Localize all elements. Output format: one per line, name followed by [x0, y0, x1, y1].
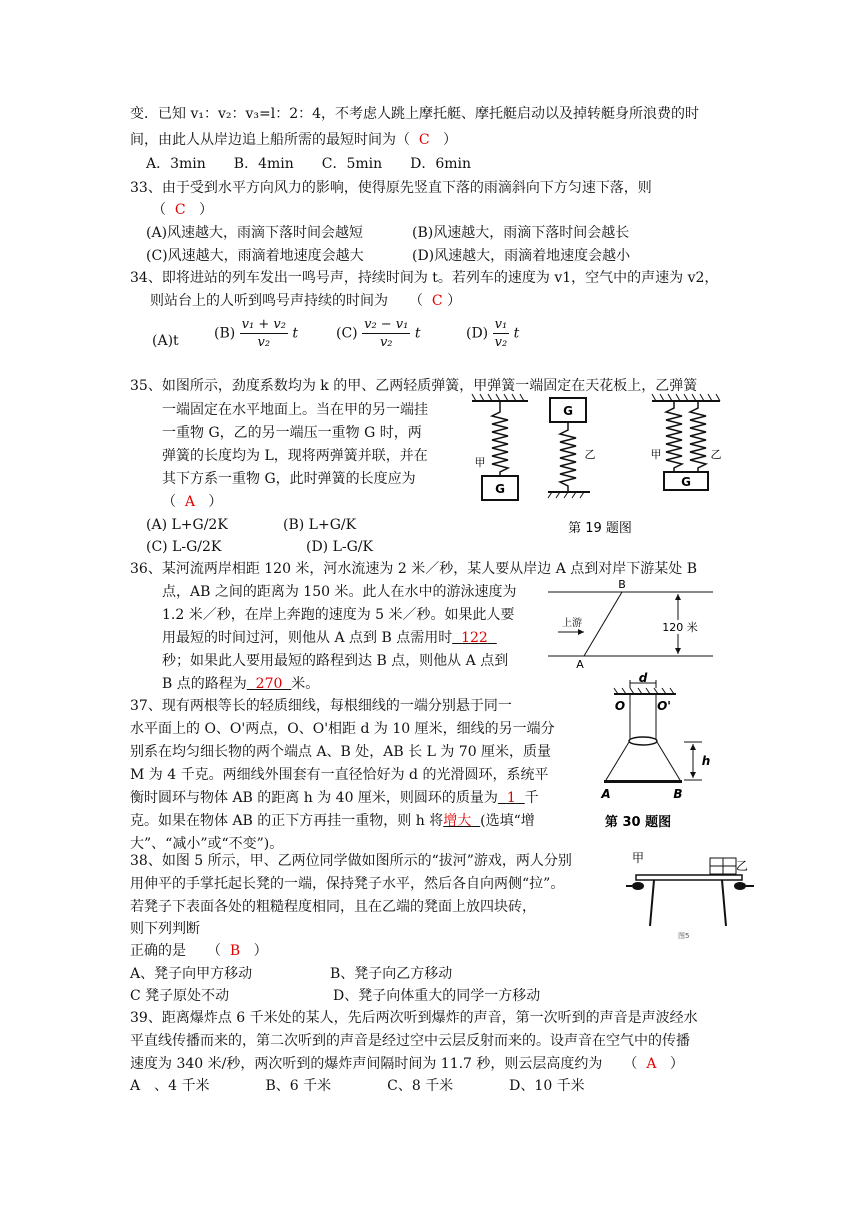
q33-option-a: (A)风速越大，雨滴下落时间会越短 [146, 225, 364, 241]
q33-stem: 33、由于受到水平方向风力的影响，使得原先竖直下落的雨滴斜向下方匀速下落，则 [130, 180, 652, 196]
q36-river-figure [548, 580, 718, 670]
q36-stem-6: B 点的路程为 270 米。 [162, 676, 320, 692]
q37-stem-2: 水平面上的 O、O'两点，O、O'相距 d 为 10 厘米，细线的另一端分 [130, 721, 555, 737]
q37-answer-2: 增大 [443, 813, 472, 829]
q34-stem: 34、即将进站的列车发出一鸣号声，持续时间为 t。若列车的速度为 v1，空气中的声速为 v2， [130, 270, 719, 286]
q39-stem-2: 平直线传播而来的，第二次听到的声音是经过空中云层反射而来的。设声音在空气中的传播 [130, 1033, 690, 1049]
q33-answer-line: （ C ） [152, 202, 213, 218]
q36-stem-1: 36、某河流两岸相距 120 米，河水流速为 2 米／秒，某人要从岸边 A 点到对岸下游某处 B [130, 561, 697, 577]
q38-stem-3: 若凳子下表面各处的粗糙程度相同，且在乙端的凳面上放四块砖， [130, 899, 536, 915]
q34-stem-2: 则站台上的人听到鸣号声持续的时间为 （ C ） [150, 293, 462, 309]
q37-stem-6: 克。如果在物体 AB 的正下方再挂一重物，则 h 将增大 (选填“增 [130, 813, 535, 829]
svg-text:120 米: 120 米 [662, 621, 698, 634]
q32-line-1: 变．已知 v₁：v₂：v₃=l：2：4，不考虑人跳上摩托艇、摩托艇启动以及掉转艇身所浪费的时 [130, 106, 700, 122]
q37-stem-3: 别系在均匀细长物的两个端点 A、B 处，AB 长 L 为 70 厘米，质量 [130, 744, 552, 760]
q37-stem-1: 37、现有两根等长的轻质细线，每根细线的一端分别悬于同一 [130, 698, 512, 714]
q35-stem-4: 弹簧的长度均为 L，现将两弹簧并联，并在 [162, 448, 428, 464]
q36-stem-4: 用最短的时间过河，则他从 A 点到 B 点需用时 122 [162, 630, 488, 646]
q35-option-c: (C) L-G/2K [146, 539, 222, 555]
svg-text:O': O' [657, 699, 671, 713]
q36-stem-2: 点，AB 之间的距离为 150 米。此人在水中的游泳速度为 [162, 584, 517, 600]
q38-stem-4: 则下列判断 [130, 921, 200, 937]
svg-text:A: A [601, 787, 611, 801]
svg-text:甲: 甲 [631, 851, 645, 865]
q34-option-a: (A)t [152, 333, 179, 349]
q37-answer-1: 1 [506, 790, 516, 806]
q33-option-b: (B)风速越大，雨滴下落时间会越长 [412, 225, 630, 241]
q35-stem-3: 一重物 G，乙的另一端压一重物 G 时，两 [162, 425, 422, 441]
q32-options: A．3min B．4min C．5min D．6min [146, 156, 472, 172]
q34-answer: C [431, 293, 443, 309]
q38-stem-1: 38、如图 5 所示，甲、乙两位同学做如图所示的“拔河”游戏，两人分别 [130, 853, 572, 869]
q39-options: A 、4 千米 B、6 千米 C、8 千米 D、10 千米 [130, 1078, 585, 1094]
svg-text:O: O [614, 699, 626, 713]
svg-text:第 30 题图: 第 30 题图 [604, 815, 672, 830]
q36-answer-1: 122 [461, 630, 488, 646]
q38-option-b: B、凳子向乙方移动 [330, 966, 453, 982]
svg-text:第 19 题图: 第 19 题图 [568, 521, 632, 536]
q36-stem-5: 秒；如果此人要用最短的路程到达 B 点，则他从 A 点到 [162, 653, 509, 669]
q39-stem-1: 39、距离爆炸点 6 千米处的某人，先后两次听到爆炸的声音，第一次听到的声音是声波经水 [130, 1010, 698, 1026]
q35-option-d: (D) L-G/K [306, 539, 373, 555]
q37-ring-figure [598, 672, 738, 832]
q37-stem-5: 衡时圆环与物体 AB 的距离 h 为 40 厘米，则圆环的质量为 1 千 [130, 790, 539, 806]
svg-text:d: d [638, 672, 648, 685]
svg-text:B: B [618, 580, 626, 591]
q34-option-d: (D) $\frac{\text{v₁}}{\text{v₂}}$ t [466, 317, 520, 350]
q35-spring-figure [460, 392, 750, 542]
q33-option-d: (D)风速越大，雨滴着地速度会越小 [412, 248, 631, 264]
q38-answer: B [229, 943, 241, 959]
q32-answer: C [418, 132, 430, 148]
q35-option-a: (A) L+G/2K [146, 517, 228, 533]
q38-option-a: A、凳子向甲方移动 [130, 966, 253, 982]
q38-option-d: D、凳子向体重大的同学一方移动 [333, 988, 541, 1004]
svg-text:甲: 甲 [650, 448, 662, 461]
q34-option-c: (C) $\frac{\text{v₂ − v₁}}{\text{v₂}}$ t [336, 317, 421, 350]
svg-text:B: B [673, 787, 683, 801]
svg-text:甲: 甲 [474, 456, 486, 469]
q36-stem-3: 1.2 米／秒，在岸上奔跑的速度为 5 米／秒。如果此人要 [162, 607, 515, 623]
q38-bench-figure [626, 850, 754, 946]
svg-text:乙: 乙 [735, 859, 749, 873]
q35-answer: A [184, 494, 196, 510]
svg-text:图5: 图5 [678, 932, 690, 940]
q38-answer-line: 正确的是 （ B ） [130, 943, 268, 959]
q32-line-2: 间，由此人从岸边追上船所需的最短时间为（ C ） [130, 132, 457, 148]
q35-stem-1: 35、如图所示，劲度系数均为 k 的甲、乙两轻质弹簧，甲弹簧一端固定在天花板上，乙弹簧 [130, 378, 698, 394]
q34-option-b: (B) $\frac{\text{v₁ + v₂}}{\text{v₂}}$ t [214, 317, 299, 350]
svg-text:h: h [701, 754, 711, 768]
svg-text:G: G [563, 404, 573, 418]
q35-stem-5: 其下方系一重物 G，此时弹簧的长度应为 [162, 471, 416, 487]
q37-stem-7: 大”、“减小”或“不变”)。 [130, 836, 284, 852]
q35-option-b: (B) L+G/K [283, 517, 357, 533]
svg-text:乙: 乙 [584, 448, 596, 461]
q36-answer-2: 270 [255, 676, 283, 692]
svg-text:上游: 上游 [562, 618, 582, 629]
q38-stem-2: 用伸平的手掌托起长凳的一端，保持凳子水平，然后各自向两侧“拉”。 [130, 876, 565, 892]
svg-text:A: A [576, 658, 584, 670]
q39-answer: A [646, 1056, 657, 1072]
q35-answer-line: （ A ） [162, 494, 223, 510]
q35-stem-2: 一端固定在水平地面上。当在甲的另一端挂 [162, 402, 428, 418]
q37-stem-4: M 为 4 千克。两细线外围套有一直径恰好为 d 的光滑圆环，系统平 [130, 767, 549, 783]
q33-answer: C [174, 202, 186, 218]
q38-option-c: C 凳子原处不动 [130, 988, 230, 1004]
q39-stem-3: 速度为 340 米/秒，两次听到的爆炸声间隔时间为 11.7 秒，则云层高度约为 （ A ） [130, 1056, 684, 1072]
q33-option-c: (C)风速越大，雨滴着地速度会越大 [146, 248, 364, 264]
svg-text:G: G [681, 475, 691, 489]
svg-text:G: G [495, 482, 505, 496]
svg-text:乙: 乙 [710, 448, 722, 461]
